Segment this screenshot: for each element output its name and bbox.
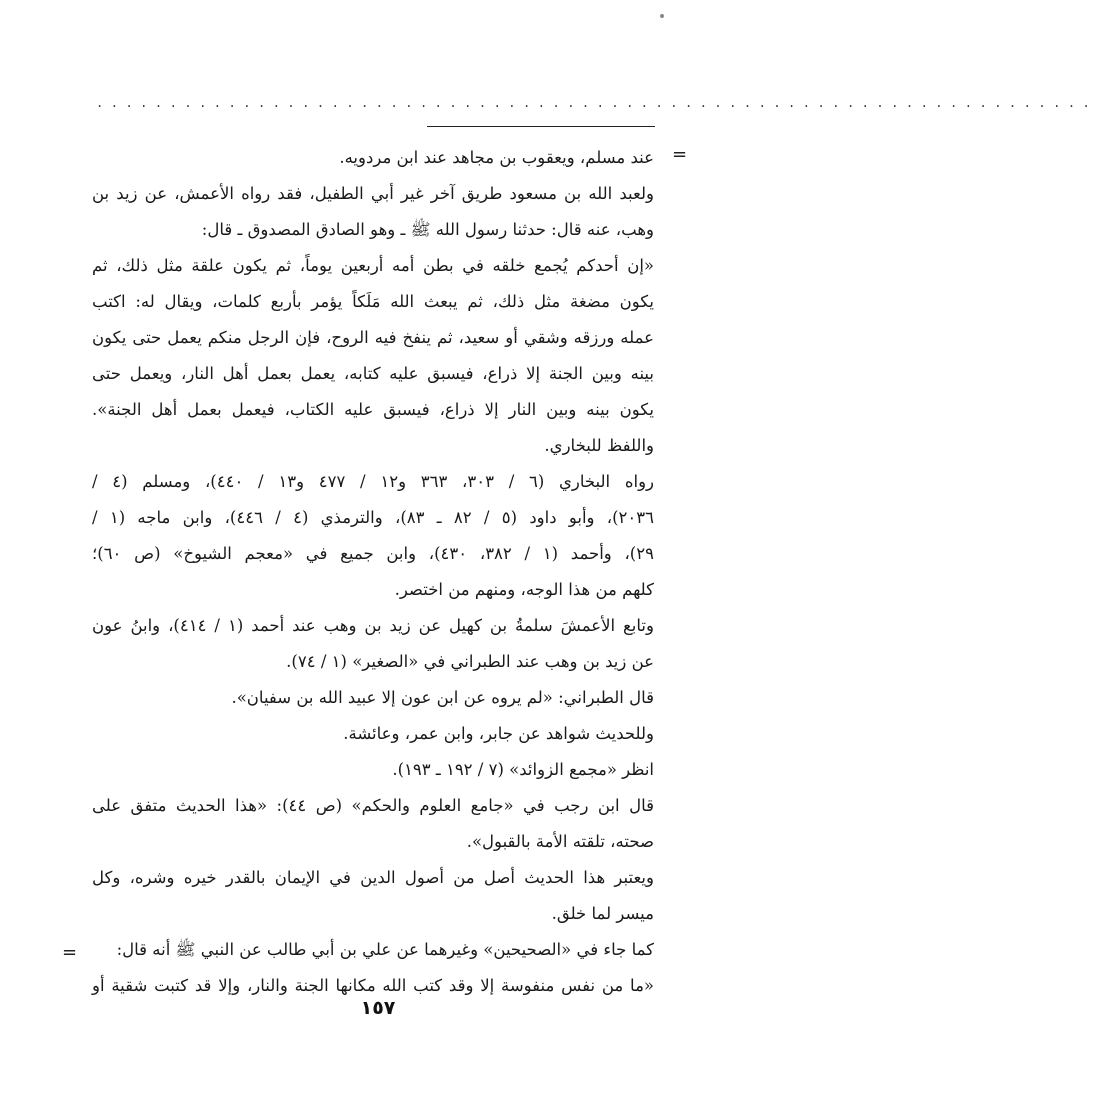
scan-speck	[660, 14, 664, 18]
text-line-10: رواه البخاري (٦ / ٣٠٣، ٣٦٣ و١٢ / ٤٧٧ و١٣ / ٤٤٠)، ومسلم (٤ /	[92, 472, 655, 491]
text-line-22: ميسر لما خلق.	[551, 904, 654, 923]
text-line-23: كما جاء في «الصحيحين» وغيرهما عن علي بن أبي طالب عن النبي ﷺ أنه قال:	[116, 940, 654, 959]
text-line-12: ٢٩)، وأحمد (١ / ٣٨٢، ٤٣٠)، وابن جميع في «معجم الشيوخ» (ص ٦٠)؛	[92, 544, 654, 563]
text-line-14: وتابع الأعمشَ سلمةُ بن كهيل عن زيد بن وهب عند أحمد (١ / ٤١٤)، وابنُ عون	[92, 616, 654, 635]
text-line-7: بينه وبين الجنة إلا ذراع، فيسبق عليه كتابه، يعمل بعمل أهل النار، ويعمل حتى	[92, 364, 654, 383]
dotted-separator: ....................................................................	[96, 96, 1097, 110]
continuation-mark-bottom: =	[62, 942, 78, 963]
text-line-17: وللحديث شواهد عن جابر، وابن عمر، وعائشة.	[343, 724, 654, 743]
text-line-8: يكون بينه وبين النار إلا ذراع، فيسبق عليه الكتاب، فيعمل بعمل أهل الجنة».	[92, 400, 654, 419]
body-text	[92, 140, 654, 1004]
text-line-11: ٢٠٣٦)، وأبو داود (٥ / ٨٢ ـ ٨٣)، والترمذي (٤ / ٤٤٦)، وابن ماجه (١ /	[92, 508, 654, 527]
text-line-13: كلهم من هذا الوجه، ومنهم من اختصر.	[394, 580, 654, 599]
text-line-5: يكون مضغة مثل ذلك، ثم يبعث الله مَلَكاً يؤمر بأربع كلمات، ويقال له: اكتب	[92, 292, 654, 311]
top-rule	[427, 126, 655, 127]
text-line-20: صحته، تلقته الأمة بالقبول».	[466, 832, 654, 851]
continuation-mark-top: =	[672, 144, 688, 165]
text-line-21: ويعتبر هذا الحديث أصل من أصول الدين في الإيمان بالقدر خيره وشره، وكل	[92, 868, 654, 887]
text-line-19: قال ابن رجب في «جامع العلوم والحكم» (ص ٤٤): «هذا الحديث متفق على	[92, 796, 654, 815]
page-number: ١٥٧	[360, 997, 396, 1019]
text-line-18: انظر «مجمع الزوائد» (٧ / ١٩٢ ـ ١٩٣).	[392, 760, 654, 779]
text-line-1: عند مسلم، ويعقوب بن مجاهد عند ابن مردويه.	[339, 148, 654, 167]
text-line-2: ولعبد الله بن مسعود طريق آخر غير أبي الطفيل، فقد رواه الأعمش، عن زيد بن	[92, 184, 654, 203]
text-line-9: واللفظ للبخاري.	[544, 436, 654, 455]
text-line-15: عن زيد بن وهب عند الطبراني في «الصغير» (١ / ٧٤).	[286, 652, 654, 671]
text-line-4: «إن أحدكم يُجمع خلقه في بطن أمه أربعين يوماً، ثم يكون علقة مثل ذلك، ثم	[92, 256, 654, 275]
text-line-16: قال الطبراني: «لم يروه عن ابن عون إلا عبيد الله بن سفيان».	[231, 688, 654, 707]
text-line-6: عمله ورزقه وشقي أو سعيد، ثم ينفخ فيه الروح، فإن الرجل منكم يعمل حتى يكون	[92, 328, 654, 347]
text-line-24: «ما من نفس منفوسة إلا وقد كتب الله مكانها الجنة والنار، وإلا قد كتبت شقية أو	[92, 976, 654, 995]
text-line-3: وهب، عنه قال: حدثنا رسول الله ﷺ ـ وهو الصادق المصدوق ـ قال:	[201, 220, 654, 239]
